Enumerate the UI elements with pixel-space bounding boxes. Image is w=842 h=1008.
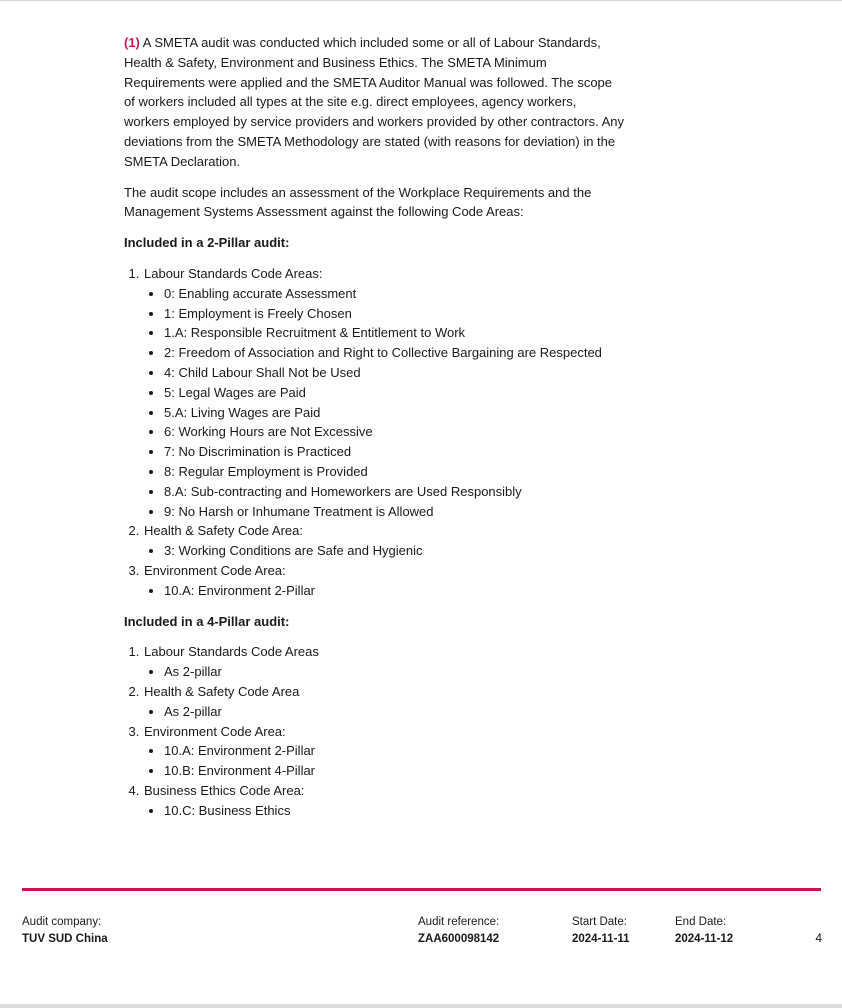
footer-end-date <box>675 914 733 948</box>
list-item <box>143 561 624 601</box>
intro-paragraph <box>124 33 624 172</box>
list-item: • 10.C: Business Ethics <box>164 801 624 821</box>
footer-start-date <box>572 914 630 948</box>
section-title: Environment Code Area: <box>144 562 286 578</box>
code-area-list <box>144 741 624 781</box>
start-date-value: 2024-11-11 <box>572 933 630 945</box>
scope-paragraph: The audit scope includes an assessment of the Workplace Requirements and the Management Systems Assessment against the following Code Areas: <box>124 184 592 220</box>
four-pillar-list <box>124 642 624 820</box>
audit-company-value: TUV SUD China <box>22 933 108 945</box>
list-item: • 3: Working Conditions are Safe and Hygienic <box>164 541 624 561</box>
list-item: • 0: Enabling accurate Assessment <box>164 284 624 304</box>
code-area-list <box>144 801 624 821</box>
list-item: • 9: No Harsh or Inhumane Treatment is Allowed <box>164 502 624 522</box>
section-title: Labour Standards Code Areas <box>144 644 319 660</box>
list-item: • 8: Regular Employment is Provided <box>164 462 624 482</box>
page-bottom-edge <box>0 1004 842 1008</box>
footer-audit-reference <box>418 914 499 948</box>
list-item <box>143 682 624 722</box>
end-date-value: 2024-11-12 <box>675 933 734 945</box>
code-area-list <box>144 662 624 682</box>
list-item: • 4: Child Labour Shall Not be Used <box>164 363 624 383</box>
intro-text: A SMETA audit was conducted which included some or all of Labour Standards, Health & Safety, Environment and Business Ethics. The SMETA Minimum Requirements were applied and the SMETA Auditor Manual was followed. The scope of workers included all types at the site e.g. direct employees, agency workers, workers employed by service providers and workers provided by other contractors. Any deviations from the SMETA Methodology are stated (with reasons for deviation) in the SMETA Declaration. <box>124 35 624 169</box>
footer-divider <box>22 888 821 891</box>
two-pillar-heading: Included in a 2-Pillar audit: <box>124 235 290 251</box>
list-item: • 1.A: Responsible Recruitment & Entitlement to Work <box>164 323 624 343</box>
footer-audit-company <box>22 914 108 948</box>
section-title: Health & Safety Code Area <box>144 683 300 699</box>
code-area-list <box>144 581 624 601</box>
list-item <box>143 781 624 821</box>
list-item <box>143 264 624 521</box>
list-item: • As 2-pillar <box>164 662 624 682</box>
footnote-marker: (1) <box>124 35 140 50</box>
two-pillar-list <box>124 264 624 601</box>
section-title: Business Ethics Code Area: <box>144 782 305 798</box>
list-item: • 10.A: Environment 2-Pillar <box>164 581 624 601</box>
code-area-list <box>144 284 624 522</box>
code-area-list <box>144 541 624 561</box>
list-item: • 2: Freedom of Association and Right to Collective Bargaining are Respected <box>164 343 624 363</box>
list-item: • As 2-pillar <box>164 702 624 722</box>
section-title: Labour Standards Code Areas: <box>144 265 323 281</box>
section-title: Environment Code Area: <box>144 723 286 739</box>
list-item <box>143 722 624 781</box>
code-area-list <box>144 702 624 722</box>
list-item <box>143 521 624 561</box>
audit-reference-label: Audit reference: <box>418 916 500 928</box>
section-title: Health & Safety Code Area: <box>144 523 303 539</box>
audit-company-label: Audit company: <box>22 916 102 928</box>
audit-reference-value: ZAA600098142 <box>418 933 500 945</box>
four-pillar-heading: Included in a 4-Pillar audit: <box>124 613 290 629</box>
list-item <box>143 642 624 682</box>
end-date-label: End Date: <box>675 916 727 928</box>
page-number: 4 <box>815 931 822 945</box>
list-item: • 1: Employment is Freely Chosen <box>164 304 624 324</box>
list-item: • 5.A: Living Wages are Paid <box>164 403 624 423</box>
list-item: • 6: Working Hours are Not Excessive <box>164 422 624 442</box>
start-date-label: Start Date: <box>572 916 627 928</box>
list-item: • 8.A: Sub-contracting and Homeworkers are Used Responsibly <box>164 482 624 502</box>
list-item: • 10.A: Environment 2-Pillar <box>164 741 624 761</box>
list-item: • 10.B: Environment 4-Pillar <box>164 761 624 781</box>
document-body <box>124 33 624 831</box>
top-border <box>0 0 842 1</box>
list-item: • 5: Legal Wages are Paid <box>164 383 624 403</box>
list-item: • 7: No Discrimination is Practiced <box>164 442 624 462</box>
